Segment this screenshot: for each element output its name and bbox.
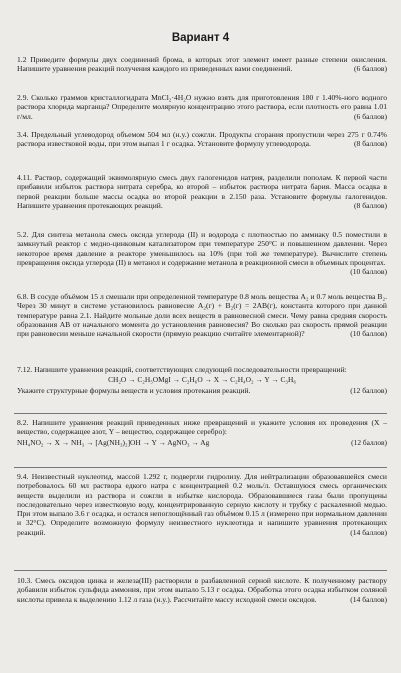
task-7 — [17, 365, 387, 395]
transformation-scheme — [17, 438, 387, 447]
task-points: (14 баллов) — [350, 527, 387, 537]
variant-title: Вариант 4 — [171, 32, 230, 44]
task-points: (14 баллов) — [350, 594, 387, 604]
task-text: 4.11. Раствор, содержащий эквимолярную смесь двух галогенидов натрия, разделили пополам. К первой части прибавили избыток раствора нитрата серебра, ко второй – избыток раствора нитрата бария. Масса осадка в первой реакции больше массы осадка во второй реакции в 2.150 раза. Установите формулы галогенидов. Напишите уравнения протекающих реакций. — [17, 173, 387, 210]
scheme-text: NH₄NO₂ → X → NH₃ → [Ag(NH₃)₂]OH → Y → AgNO₃ → Ag — [17, 437, 210, 447]
task-points: (10 баллов) — [350, 329, 387, 339]
task-points: (6 баллов) — [353, 64, 387, 74]
task-1 — [17, 55, 387, 74]
task-points: (10 баллов) — [350, 267, 387, 277]
task-text: 3.4. Предельный углеводород объемом 504 мл (н.у.) сожгли. Продукты сгорания пропустили через 275 г 0.74% раствора известковой воды, при этом выпал 1 г осадка. Установите формулу углеводорода. — [17, 130, 387, 149]
transformation-scheme: CH₂O → C₂H₅OMgI → C₂H₆O → X → C₂H₄O₂ → Y → C₃H₆ — [108, 375, 296, 385]
task-4 — [17, 173, 387, 210]
task-8 — [17, 418, 387, 448]
task-5 — [17, 230, 387, 276]
task-10 — [17, 576, 387, 604]
task-text: 6.8. В сосуде объёмом 15 л смешали при определенной температуре 0.8 моль вещества A₂ и 0.7 моль вещества B₂. Через 30 минут в системе установилось равновесие A₂(г) + B₂(г) = 2AB(г), константа которого при данной температуре равна 2.1. Найдите мольные доли всех веществ в равновесной смеси. Чему равна средняя скорость образования AB от начального момента до установления равновесия? Во сколько раз скорость прямой реакции при равновесии меньше начальной скорости (прямую реакцию считайте элементарной)? — [17, 292, 387, 339]
task-text: 10.3. Смесь оксидов цинка и железа(III) растворили в разбавленной серной кислоте. К полученному раствору добавили избыток сульфида аммония, при этом выпало 5.13 г осадка. Обработка этого осадка избытком соляной кислоты привела к выделению 1.12 л газа (н.у.). Рассчитайте массу исходной смеси оксидов. — [17, 576, 387, 604]
separator — [14, 413, 387, 414]
task-2 — [17, 93, 387, 121]
separator — [14, 570, 387, 571]
task-text: 1.2 Приведите формулы двух соединений брома, в которых этот элемент имеет разные степени окисления. Напишите уравнения реакций получения каждого из приведенных вами соединений. — [17, 55, 387, 74]
task-6 — [17, 292, 387, 338]
task-text: 2.9. Сколько граммов кристаллогидрата MnCl₂·4H₂O нужно взять для приготовления 180 г 1.40%-ного водного раствора хлорида марганца? Определите молярную концентрацию этого раствора, если плотность его равна 1.01 г/мл. — [17, 93, 387, 121]
task-text: 9.4. Неизвестный нуклеотид, массой 1.292 г, подвергли гидролизу. Для нейтрализации образовавшейся смеси потребовалось 60 мл раствора едкого натра с концентрацией 0.2 моль/л. Оставшуюся смесь органических веществ выделили из раствора и сожгли в избытке кислорода. Образовавшиеся газы были пропущены последовательно через известковую воду, концентрированную серную кислоту и трубку с раскаленной медью. При этом выпало 3.6 г осадка, и остался непоглощённый газ объёмом 0.15 л (измерено при нормальном давлении и 32°С). Определите возможную формулу неизвестного нуклеотида и напишите уравнения протекающих реакций. — [17, 472, 387, 537]
task-after-text: Укажите структурные формулы веществ и условия протекания реакций. — [17, 385, 251, 395]
task-text: 5.2. Для синтеза метанола смесь оксида углерода (II) и водорода с плотностью по аммиаку 0.5 поместили в замкнутый реактор с медно-цинковым катализатором при температуре 250°С и повышенном давлении. Через некоторое время давление в реакторе уменьшилось на 10% (при той же температуре). Вычислите степень превращения оксида углерода (II) в метанол и содержание метанола в реакционной смеси в объемных процентах. — [17, 230, 387, 267]
task-text: 7.12. Напишите уравнения реакций, соответствующих следующей последовательности превращений: — [17, 365, 347, 374]
separator — [14, 467, 387, 468]
task-points: (8 баллов) — [353, 139, 387, 149]
task-text: 8.2. Напишите уравнения реакций приведенных ниже превращений и укажите условия их проведения (X – вещество, содержащее азот, Y – вещество, содержащее серебро): — [17, 418, 387, 437]
task-points: (8 баллов) — [353, 200, 387, 210]
task-points: (6 баллов) — [353, 111, 387, 121]
task-3 — [17, 130, 387, 149]
task-points: (12 баллов) — [350, 385, 387, 395]
task-points: (12 баллов) — [351, 437, 387, 447]
task-9 — [17, 472, 387, 537]
